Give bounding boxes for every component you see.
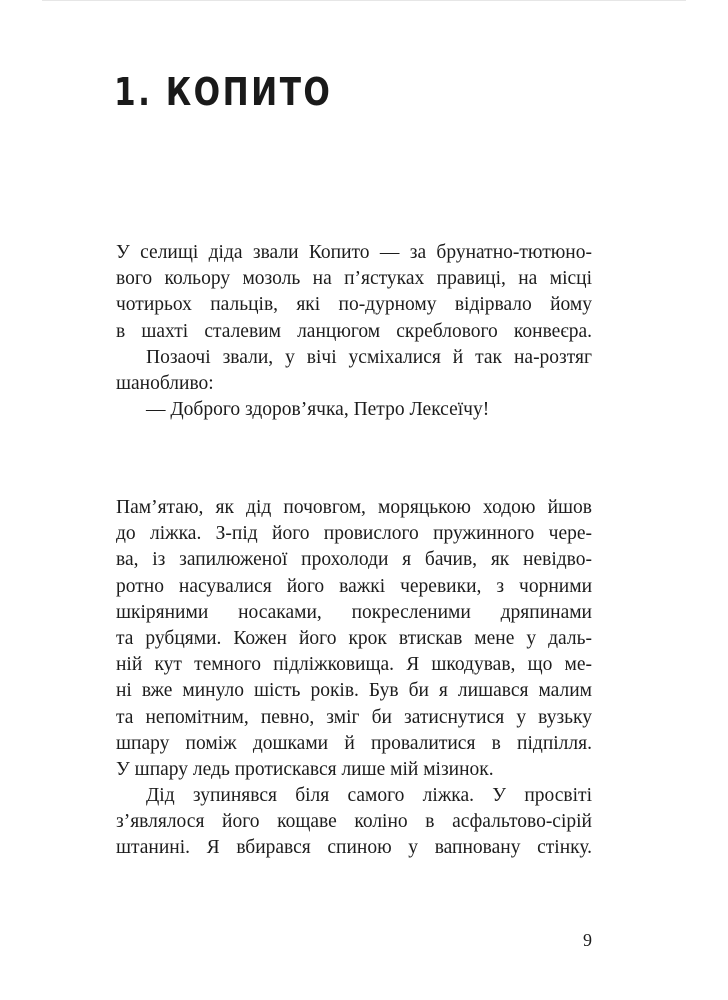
text-line: У шпару ледь протискався лише мій мізинок. — [116, 758, 494, 780]
text-line: до ліжка. З-під його провислого пружинного чере- — [116, 523, 592, 545]
text-line: Дід зупинявся біля самого ліжка. У просвіті — [146, 785, 592, 807]
text-block-memory — [116, 495, 592, 862]
text-line: ній кут темного підліжковища. Я шкодував, що ме- — [116, 654, 592, 676]
text-line: ва, із запилюженої прохолоди я бачив, як невідво- — [116, 549, 592, 571]
text-line: вого кольору мозоль на п’ястуках правиці, на місці — [116, 268, 592, 290]
text-line: шанобливо: — [116, 372, 214, 394]
text-line: ротно насувалися його важкі черевики, з чорними — [116, 575, 592, 597]
text-block-opening — [116, 240, 592, 423]
text-line: та непомітним, певно, зміг би затиснутися у вузьку — [116, 706, 592, 728]
text-line: шкіряними носаками, покресленими дряпинами — [116, 601, 592, 623]
dialogue-line: — Доброго здоров’ячка, Петро Лексеїчу! — [146, 399, 490, 421]
text-line: шпару поміж дошками й провалитися в підпілля. — [116, 732, 592, 754]
page-top-edge — [42, 0, 686, 1]
text-line: У селищі діда звали Копито — за брунатно-тютюно- — [116, 242, 592, 263]
text-line: Позаочі звали, у вічі усміхалися й так на-розтяг — [146, 346, 592, 368]
text-line: ні вже минуло шість років. Був би я лишався малим — [116, 680, 592, 702]
page-number: 9 — [583, 930, 592, 950]
text-line: штанині. Я вбирався спиною у вапновану стінку. — [116, 837, 592, 859]
text-line: та рубцями. Кожен його крок втискав мене у даль- — [116, 627, 592, 649]
chapter-title: 1. КОПИТО — [114, 70, 333, 114]
text-line: в шахті сталевим ланцюгом скреблового конвеєра. — [116, 320, 592, 342]
text-line: Пам’ятаю, як дід почовгом, моряцькою ходою йшов — [116, 497, 592, 518]
text-line: з’являлося його кощаве коліно в асфальтово-сірій — [116, 811, 592, 833]
text-line: чотирьох пальців, які по-дурному відірвало йому — [116, 294, 592, 316]
